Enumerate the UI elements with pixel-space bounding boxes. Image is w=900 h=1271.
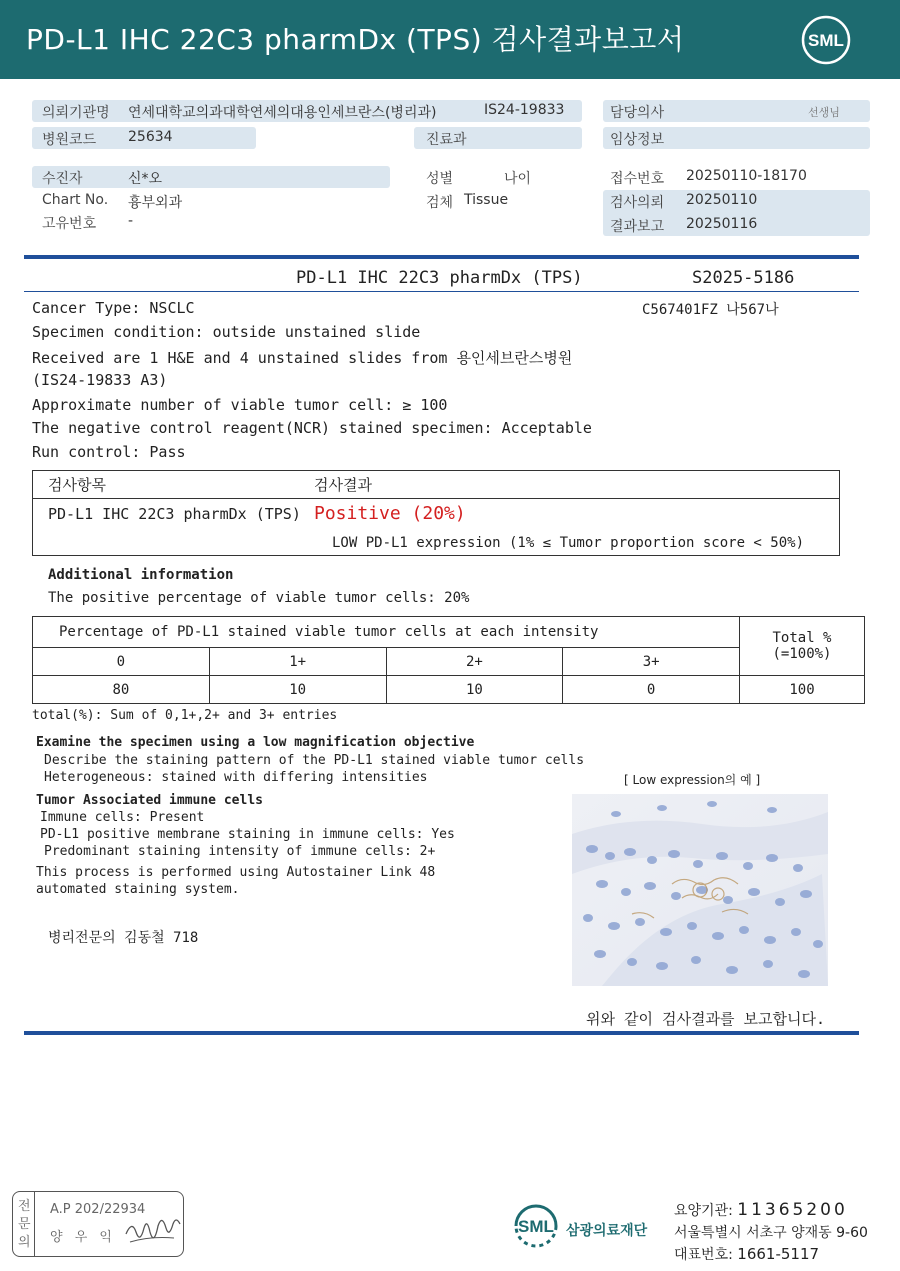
immune-line1: Immune cells: Present [40,810,205,825]
negative-control: The negative control reagent(NCR) stained specimen: Acceptable [32,419,592,437]
phone-number: 1661-5117 [737,1245,820,1263]
stamp-name: 양 우 익 [50,1230,116,1245]
result-col2-header: 검사결과 [314,476,372,494]
department-label: 진료과 [426,132,467,148]
sml-logo [800,14,852,66]
org-address: 서울특별시 서초구 양재동 9-60 [674,1225,868,1241]
logo-text: SML [808,31,844,50]
run-control: Run control: Pass [32,443,186,461]
specimen-value: Tissue [464,192,509,208]
stamp-side-label: 전문의 [18,1199,31,1250]
immune-line3: Predominant staining intensity of immune cells: 2+ [44,844,436,859]
institution-value: 연세대학교의과대학연세의대용인세브란스(병리과) [128,105,437,121]
receipt-value: 20250110-18170 [686,168,807,184]
section-rule-sub [24,291,859,292]
result-value: Positive (20%) [314,503,466,524]
doctor-label: 담당의사 [610,105,665,121]
result-item: PD-L1 IHC 22C3 pharmDx (TPS) [48,505,301,523]
report-label: 결과보고 [610,219,665,235]
intensity-val-2plus: 10 [386,676,563,704]
chart-value: 흉부외과 [128,195,183,211]
report-value: 20250116 [686,216,758,232]
report-number: S2025-5186 [692,268,795,288]
chart-label: Chart No. [42,192,109,208]
immune-heading: Tumor Associated immune cells [36,793,263,808]
org-name: 삼광의료재단 [566,1223,648,1239]
specimen-condition: Specimen condition: outside unstained slide [32,323,421,341]
intensity-col-2plus: 2+ [386,648,563,676]
intensity-val-3plus: 0 [563,676,740,704]
unique-id-label: 고유번호 [42,216,97,232]
immune-line2: PD-L1 positive membrane staining in immune cells: Yes [40,827,455,842]
handwritten-signature [124,1212,182,1256]
intensity-total: 100 [740,676,865,704]
examine-line1: Describe the staining pattern of the PD-L1 stained viable tumor cells [44,753,585,768]
result-col1-header: 검사항목 [48,476,106,494]
patient-row-bg [32,166,390,188]
intensity-col-3plus: 3+ [563,648,740,676]
intensity-footnote: total(%): Sum of 0,1+,2+ and 3+ entries [32,708,338,723]
org-logo-text: SML [518,1217,554,1236]
sex-label: 성별 [426,171,454,187]
report-title: PD-L1 IHC 22C3 pharmDx (TPS) 검사결과보고서 [26,23,685,56]
care-label: 요양기관: [674,1203,733,1219]
examine-line2: Heterogeneous: stained with differing intensities [44,770,428,785]
received-id: (IS24-19833 A3) [32,371,168,389]
result-interpretation: LOW PD-L1 expression (1% ≤ Tumor proportion score < 50%) [332,535,805,551]
total-header [740,617,865,676]
process-line1: This process is performed using Autostainer Link 48 [36,865,436,880]
age-label: 나이 [504,171,532,187]
org-logo [510,1200,562,1256]
result-box-divider [32,498,840,499]
pathologist-signature: 병리전문의 김동철 718 [48,930,199,946]
total-header-line1: Total % [772,630,832,646]
cancer-type: Cancer Type: NSCLC [32,299,195,317]
phone-line [674,1244,819,1264]
institution-label: 의뢰기관명 [42,105,110,121]
ihc-example-image [572,794,828,986]
examine-heading: Examine the specimen using a low magnification objective [36,735,475,750]
request-label: 검사의뢰 [610,195,665,211]
additional-text: The positive percentage of viable tumor cells: 20% [48,590,470,606]
sample-code: C567401FZ 나567나 [642,302,779,318]
stamp-ap-number: A.P 202/22934 [50,1202,146,1217]
process-line2: automated staining system. [36,882,240,897]
total-header-line2: (=100%) [772,646,832,662]
patient-label: 수진자 [42,171,83,187]
intensity-table [32,616,865,704]
doctor-suffix: 선생님 [808,106,840,119]
request-value: 20250110 [686,192,758,208]
care-line [674,1200,848,1220]
care-number: 11365200 [737,1200,848,1220]
unique-id-value: - [128,213,134,229]
additional-heading: Additional information [48,567,234,583]
institution-code: IS24-19833 [484,102,565,118]
phone-label: 대표번호: [674,1247,733,1263]
test-title: PD-L1 IHC 22C3 pharmDx (TPS) [296,268,583,288]
clinical-info-label: 임상정보 [610,132,665,148]
patient-value: 신*오 [128,171,163,187]
closing-statement: 위와 같이 검사결과를 보고합니다. [586,1010,825,1028]
received-slides: Received are 1 H&E and 4 unstained slides from 용인세브란스병원 [32,349,573,367]
receipt-label: 접수번호 [610,171,665,187]
hospital-code-label: 병원코드 [42,132,97,148]
section-rule-top [24,255,859,259]
intensity-val-1plus: 10 [209,676,386,704]
intensity-table-header: Percentage of PD-L1 stained viable tumor cells at each intensity [33,617,740,648]
viable-cells: Approximate number of viable tumor cell: ≥ 100 [32,396,448,414]
intensity-col-1plus: 1+ [209,648,386,676]
specimen-label: 검체 [426,195,454,211]
intensity-col-0: 0 [33,648,210,676]
intensity-val-0: 80 [33,676,210,704]
hospital-code-value: 25634 [128,129,173,145]
section-rule-bottom [24,1031,859,1035]
image-caption: [ Low expression의 예 ] [624,773,761,787]
stamp-divider [34,1192,35,1256]
